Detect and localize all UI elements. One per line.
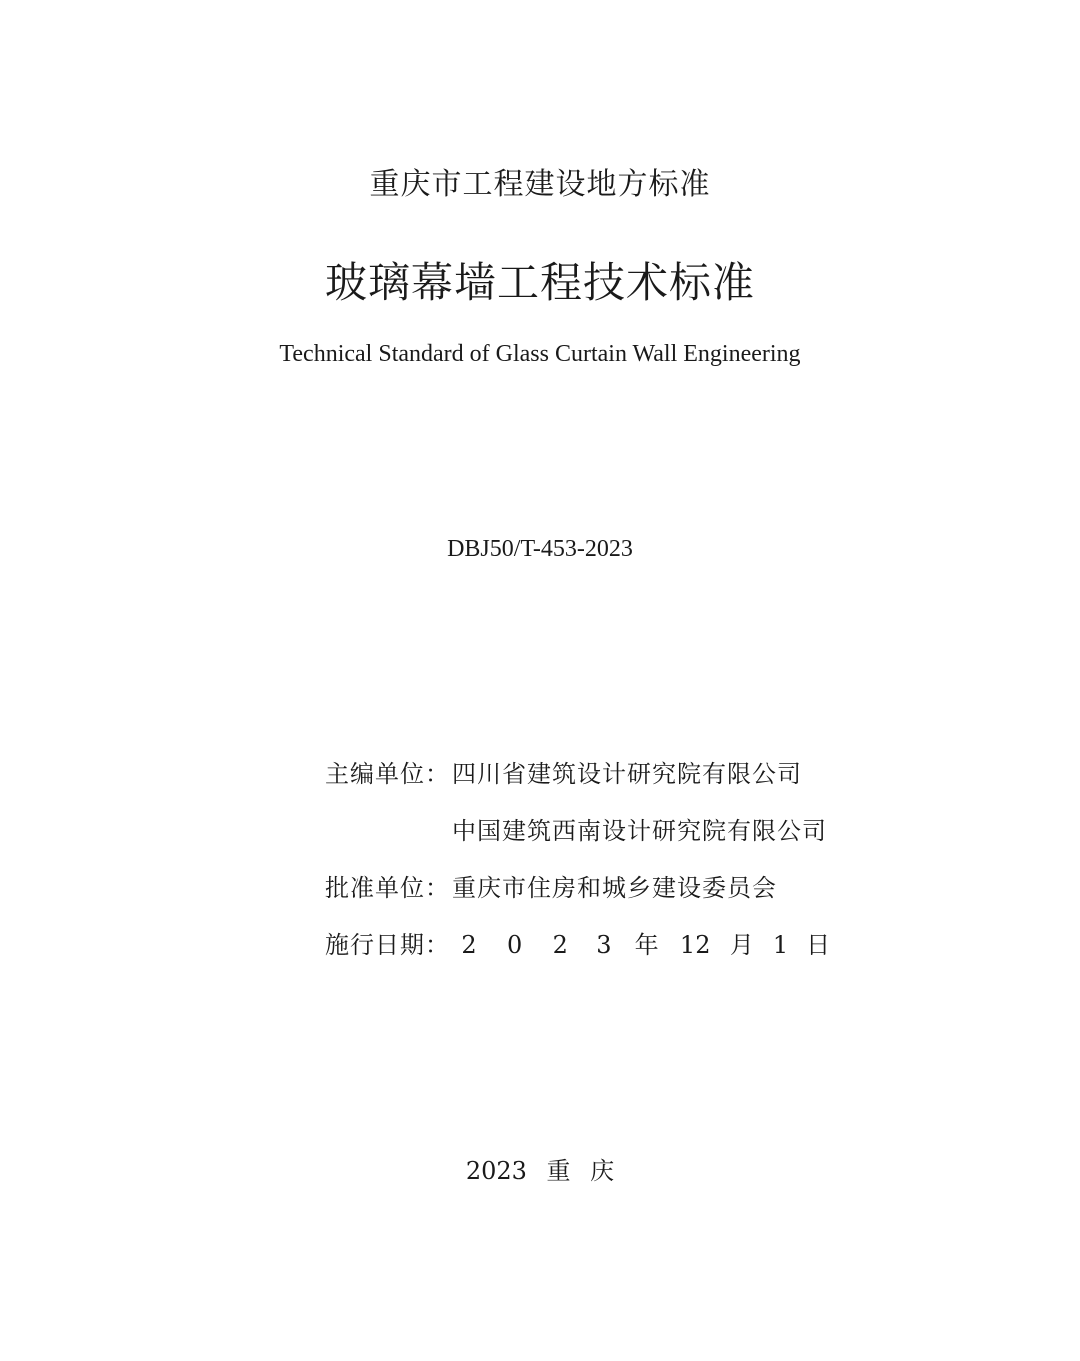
date-year-digit-4: 3 [596,931,612,959]
footer-year: 2023 [465,1157,527,1185]
effective-date-label: 施行日期： [325,931,450,959]
date-year-char: 年 [634,931,659,959]
date-year-digit-2: 0 [507,931,523,959]
date-month-char: 月 [729,931,754,959]
footer-city-char-1: 重 [546,1157,571,1185]
chief-editor-label: 主编单位： [325,760,450,788]
date-day-number: 1 [772,931,789,959]
effective-date-value [450,929,833,961]
approver-value: 重庆市住房和城乡建设委员会 [452,874,777,902]
standard-code: DBJ50/T-453-2023 [447,536,633,562]
date-year-digit-1: 2 [461,931,477,959]
date-month-number: 12 [679,931,711,959]
date-year-digit-3: 2 [552,931,568,959]
main-title: 玻璃幕墙工程技术标准 [324,258,755,307]
footer-city-char-2: 庆 [590,1157,615,1185]
date-day-char: 日 [806,931,831,959]
english-title: Technical Standard of Glass Curtain Wall Engineering [279,341,801,367]
approver-label: 批准单位： [325,874,450,902]
publication-footer [0,1155,1080,1187]
chief-editor-value-2: 中国建筑西南设计研究院有限公司 [452,817,827,845]
series-title: 重庆市工程建设地方标准 [369,167,711,202]
chief-editor-value-1: 四川省建筑设计研究院有限公司 [452,760,802,788]
